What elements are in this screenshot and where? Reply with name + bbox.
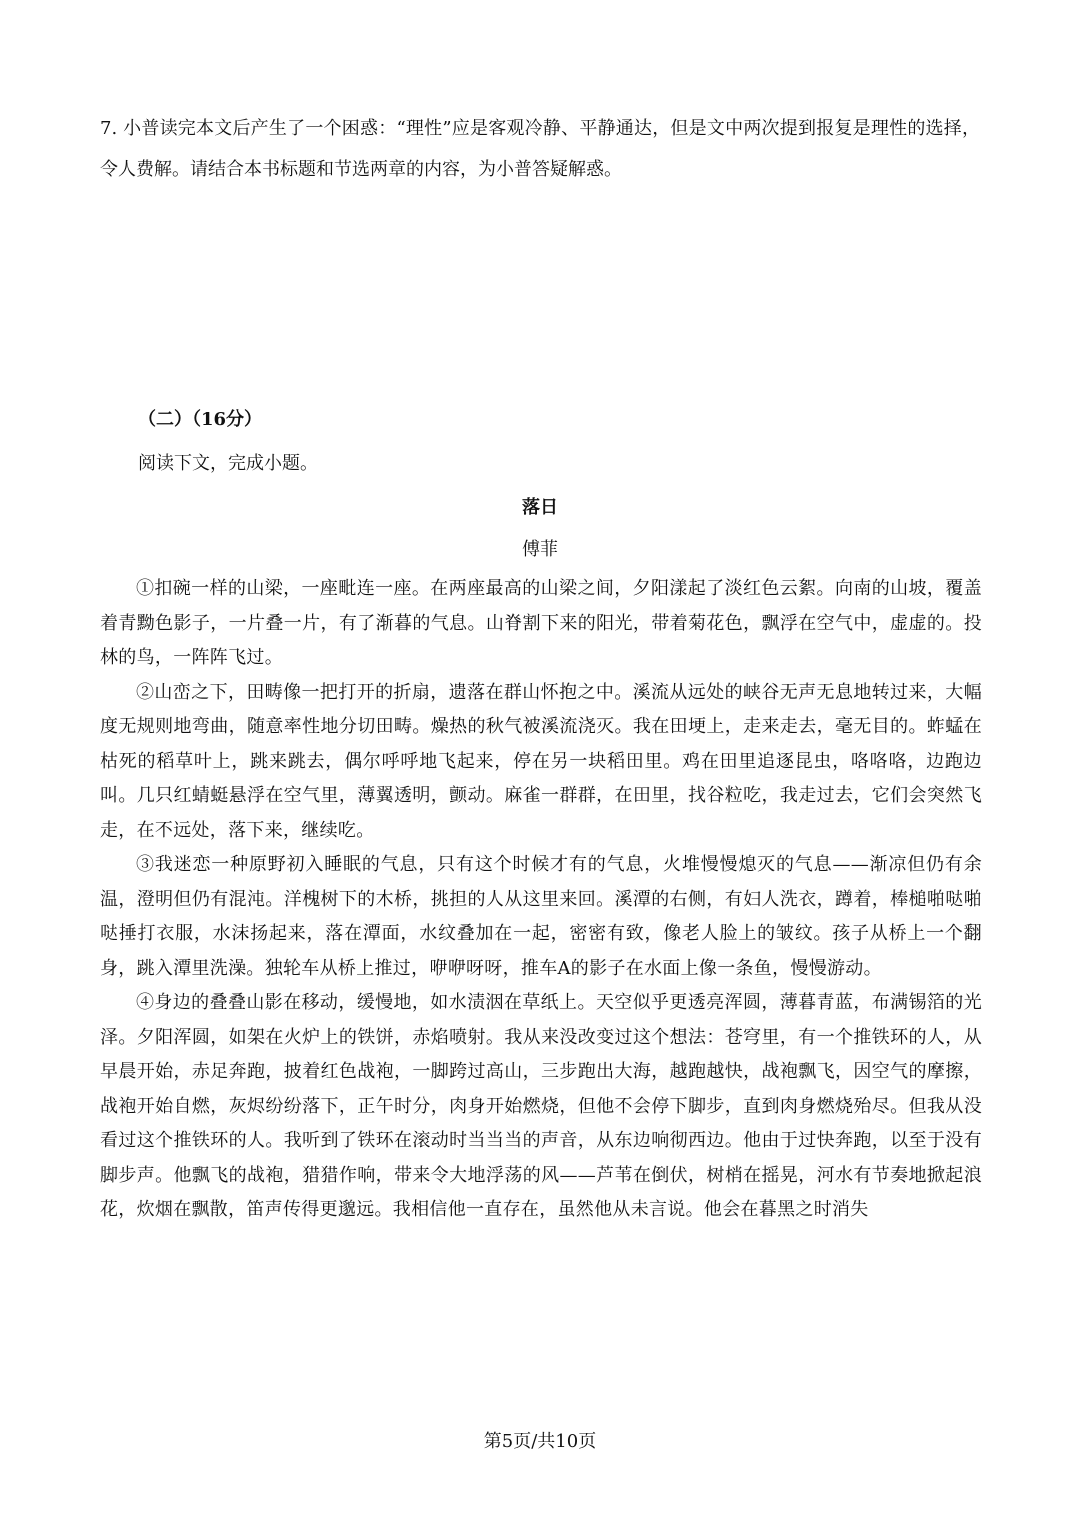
page-number: 第5页/共10页: [483, 1431, 597, 1452]
paragraph-2: ②山峦之下，田畴像一把打开的折扇，遗落在群山怀抱之中。溪流从远处的峡谷无声无息地转过来，大幅度无规则地弯曲，随意率性地分切田畴。燥热的秋气被溪流浇灭。我在田埂上，走来走去，毫无目的。蚱蜢在枯死的稻草叶上，跳来跳去，偶尔呼呼地飞起来，停在另一块稻田里。鸡在田里追逐昆虫，咯咯咯，边跑边叫。几只红蜻蜓悬浮在空气里，薄翼透明，颤动。麻雀一群群，在田里，找谷粒吃，我走过去，它们会突然飞走，在不远处，落下来，继续吃。: [100, 681, 982, 841]
article-body: [100, 572, 982, 1228]
paragraph-3: ③我迷恋一种原野初入睡眠的气息，只有这个时候才有的气息，火堆慢慢熄灭的气息——渐凉但仍有余温，澄明但仍有混沌。洋槐树下的木桥，挑担的人从这里来回。溪潭的右侧，有妇人洗衣，蹲着，棒槌啪哒啪哒捶打衣服，水沫扬起来，落在潭面，水纹叠加在一起，密密有致，像老人脸上的皱纹。孩子从桥上一个翻身，跳入潭里洗澡。独轮车从桥上推过，咿咿呀呀，推车A的影子在水面上像一条鱼，慢慢游动。: [100, 854, 982, 979]
paragraph-4: ④身边的叠叠山影在移动，缓慢地，如水渍洇在草纸上。天空似乎更透亮浑圆，薄暮青蓝，布满锡箔的光泽。夕阳浑圆，如架在火炉上的铁饼，赤焰喷射。我从来没改变过这个想法：苍穹里，有一个推铁环的人，从早晨开始，赤足奔跑，披着红色战袍，一脚跨过高山，三步跑出大海，越跑越快，战袍飘飞，因空气的摩擦，战袍开始自燃，灰烬纷纷落下，正午时分，肉身开始燃烧，但他不会停下脚步，直到肉身燃烧殆尽。但我从没看过这个推铁环的人。我听到了铁环在滚动时当当当的声音，从东边响彻西边。他由于过快奔跑，以至于没有脚步声。他飘飞的战袍，猎猎作响，带来令大地浮荡的风——芦苇在倒伏，树梢在摇晃，河水有节奏地掀起浪花，炊烟在飘散，笛声传得更邈远。我相信他一直存在，虽然他从未言说。他会在暮黑之时消失: [100, 992, 982, 1220]
article-title: 落日: [522, 497, 558, 518]
paragraph-1: ①扣碗一样的山梁，一座毗连一座。在两座最高的山梁之间，夕阳漾起了淡红色云絮。向南的山坡，覆盖着青黝色影子，一片叠一片，有了渐暮的气息。山脊割下来的阳光，带着菊花色，飘浮在空气中，虚虚的。投林的鸟，一阵阵飞过。: [100, 578, 982, 668]
article-author: 傅菲: [522, 539, 558, 560]
section-instruction: 阅读下文，完成小题。: [138, 453, 318, 474]
question-7-text: 7. 小普读完本文后产生了一个困惑：“理性”应是客观冷静、平静通达，但是文中两次提到报复是理性的选择，令人费解。请结合本书标题和节选两章的内容，为小普答疑解惑。: [100, 118, 980, 180]
section-heading: （二）（16分）: [138, 409, 263, 430]
